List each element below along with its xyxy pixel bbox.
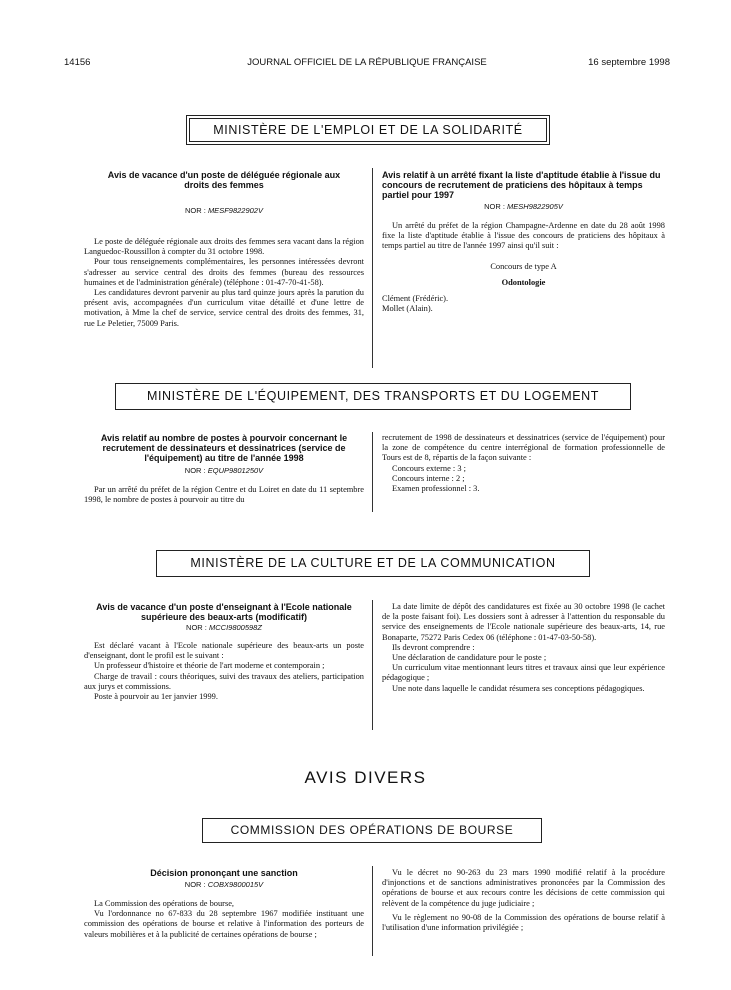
article-dessinateurs: [84, 433, 364, 505]
article-enseignant-suite: [382, 602, 665, 694]
paragraph: La Commission des opérations de bourse,: [94, 899, 235, 908]
ministry-title: MINISTÈRE DE LA CULTURE ET DE LA COMMUNICATION: [190, 556, 556, 570]
list-item: Concours externe : 3 ;: [392, 463, 466, 473]
paragraph: Vu le décret no 90-263 du 23 mars 1990 modifié relatif à la procédure d'injonctions et de sanctions administratives prononcées par la Commission des opérations de bourse et aux recours contre les décisions de cette commission qui relèvent de la compétence du juge judiciaire ;: [382, 868, 665, 908]
article-decision-sanction: [84, 868, 364, 940]
column-divider: [372, 432, 373, 512]
paragraph: Le poste de déléguée régionale aux droits des femmes sera vacant dans la région Languedoc-Roussillon à compter du 31 octobre 1998.: [84, 237, 364, 257]
candidate-name: Clément (Frédéric).: [382, 294, 449, 304]
paragraph: Vu le règlement no 90-08 de la Commission des opérations de bourse relatif à l'utilisation d'une information privilégiée ;: [382, 912, 665, 933]
journal-title: JOURNAL OFFICIEL DE LA RÉPUBLIQUE FRANÇAISE: [247, 57, 487, 68]
nor-reference: NOR : MESF9822902V: [185, 206, 263, 215]
article-body: [84, 899, 364, 940]
ministry-heading-culture: [156, 550, 590, 577]
article-body: [84, 485, 364, 505]
paragraph: Un professeur d'histoire et théorie de l'art moderne et contemporain ;: [94, 661, 325, 671]
candidate-name: Mollet (Alain).: [382, 304, 433, 314]
nor-reference: NOR : EQUP9801250V: [184, 466, 264, 475]
paragraph: La date limite de dépôt des candidatures est fixée au 30 octobre 1998 (le cachet de la poste faisant foi). Les dossiers sont à adresser à l'attention du responsable du service des enseignements de l'Ecole nationale supérieure des beaux-arts, 14, rue Bonaparte, 75272 Paris Cedex 06 (téléphone : 01-47-03-50-58).: [382, 602, 665, 642]
paragraph: Une déclaration de candidature pour le poste ;: [392, 653, 547, 663]
nor-code: EQUP9801250V: [207, 466, 264, 475]
paragraph: Les candidatures devront parvenir au plus tard quinze jours après la parution du présent avis, accompagnées d'un curriculum vitae détaillé et d'une lettre de motivation, à Mme la chef de service, service central des droits des femmes, 31, rue Le Peletier, 75009 Paris.: [84, 288, 364, 328]
nor-code: MCCI9800598Z: [208, 623, 262, 632]
ministry-heading-emploi: [189, 118, 547, 142]
commission-heading: [202, 818, 542, 843]
article-body: [382, 868, 665, 933]
avis-divers-heading: AVIS DIVERS: [304, 768, 427, 787]
column-divider: [372, 866, 373, 956]
paragraph: Pour tous renseignements complémentaires, les personnes intéressées devront s'adresser au service central des droits des femmes (bureau des ressources humaines et de l'administration générale) (téléphone : 01-47-70-41-58).: [84, 257, 364, 287]
publication-date: 16 septembre 1998: [588, 57, 670, 68]
paragraph: Ils devront comprendre :: [392, 642, 475, 652]
article-body: [84, 641, 364, 702]
nor-code: MESH9822905V: [507, 202, 563, 211]
list-item: Concours interne : 2 ;: [392, 473, 465, 483]
paragraph: Poste à pourvoir au 1er janvier 1999.: [94, 692, 218, 702]
page-number: 14156: [64, 57, 91, 68]
article-title: Avis relatif à un arrêté fixant la liste d'aptitude établie à l'issue du concours de recrutement de praticiens des hôpitaux à temps partiel pour 1997: [382, 170, 661, 200]
article-body: [382, 602, 665, 694]
ministry-heading-equipement: [115, 383, 631, 410]
nor-reference: NOR : MCCI9800598Z: [186, 623, 262, 632]
paragraph: recrutement de 1998 de dessinateurs et dessinatrices (service de l'équipement) pour la zone de compétence du centre interrégional de formation professionnelle de Tours est de 8, répartis de la façon suivante :: [382, 433, 665, 463]
page-header: [64, 57, 670, 71]
commission-title: COMMISSION DES OPÉRATIONS DE BOURSE: [230, 823, 514, 837]
paragraph: Charge de travail : cours théoriques, suivi des travaux des ateliers, participation aux jurys et commissions.: [84, 671, 364, 691]
nor-reference: NOR : MESH9822905V: [484, 202, 563, 211]
specialty: Odontologie: [501, 277, 546, 287]
list-item: Examen professionnel : 3.: [392, 484, 480, 494]
concours-type: Concours de type A: [490, 261, 557, 271]
column-divider: [372, 600, 373, 730]
paragraph: Est déclaré vacant à l'Ecole nationale supérieure des beaux-arts un poste d'enseignant, dont le profil est le suivant :: [84, 641, 364, 661]
paragraph: Un arrêté du préfet de la région Champagne-Ardenne en date du 28 août 1998 fixe la liste d'aptitude établie à l'issue des concours de praticiens des hôpitaux à temps partiel au titre de l'année 1997 ainsi qu'il suit :: [382, 221, 665, 251]
nor-code: MESF9822902V: [207, 206, 263, 215]
article-delegue-regionale: [84, 170, 364, 329]
nor-reference: NOR : COBX9800015V: [184, 880, 264, 889]
article-body: [84, 237, 364, 329]
article-body: [382, 433, 665, 494]
column-divider: [372, 168, 373, 368]
ministry-title: MINISTÈRE DE L'EMPLOI ET DE LA SOLIDARITÉ: [213, 123, 523, 137]
article-decision-suite: [382, 868, 665, 933]
article-enseignant-beaux-arts: [84, 602, 364, 702]
paragraph: Par un arrêté du préfet de la région Centre et du Loiret en date du 11 septembre 1998, le nombre de postes à pourvoir au titre du: [84, 485, 364, 505]
article-body: [382, 221, 665, 314]
article-title: Avis relatif au nombre de postes à pourvoir concernant le recrutement de dessinateurs et dessinatrices (service de l'équipement) au titre de l'année 1998: [100, 433, 348, 463]
ministry-title: MINISTÈRE DE L'ÉQUIPEMENT, DES TRANSPORTS ET DU LOGEMENT: [146, 389, 600, 403]
article-praticiens-hopitaux: [382, 170, 665, 314]
paragraph: Un curriculum vitae mentionnant leurs titres et travaux ainsi que leur expérience pédagogique ;: [382, 663, 665, 683]
paragraph: Une note dans laquelle le candidat résumera ses conceptions pédagogiques.: [392, 683, 645, 693]
article-title: Avis de vacance d'un poste de déléguée régionale aux droits des femmes: [107, 170, 341, 190]
article-title: Avis de vacance d'un poste d'enseignant à l'Ecole nationale supérieure des beaux-arts (modificatif): [96, 602, 352, 622]
article-title: Décision prononçant une sanction: [150, 868, 298, 878]
nor-code: COBX9800015V: [207, 880, 264, 889]
article-dessinateurs-suite: [382, 433, 665, 494]
paragraph: Vu l'ordonnance no 67-833 du 28 septembre 1967 modifiée instituant une commission des opérations de bourse et relative à l'information des porteurs de valeurs mobilières et à la publicité de certaines opérations de bourse ;: [84, 909, 364, 939]
